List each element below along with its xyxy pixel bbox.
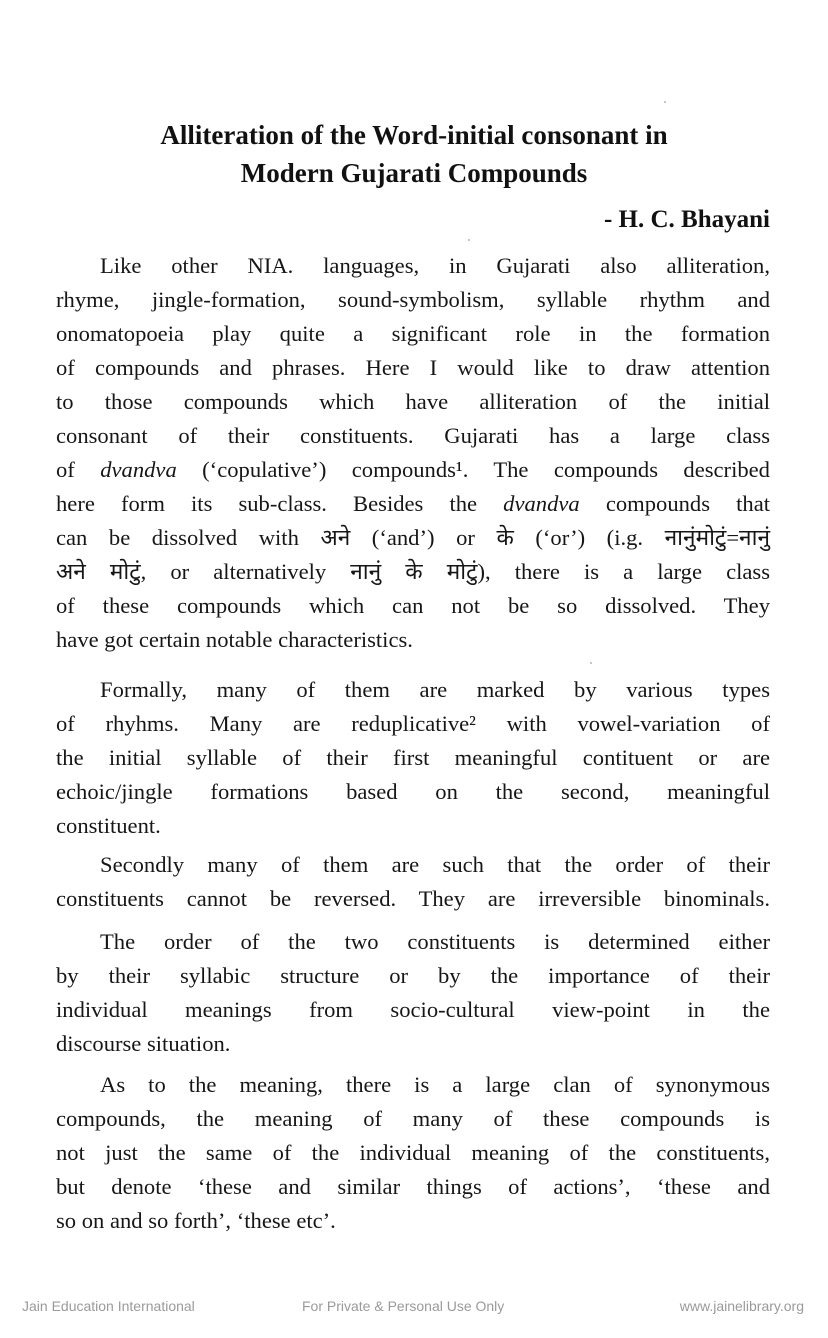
text-line: discourse situation.	[56, 1031, 231, 1056]
scan-speck	[590, 662, 592, 664]
text-line: so on and so forth’, ‘these etc’.	[56, 1208, 336, 1233]
paragraph-2	[56, 673, 770, 843]
paragraph-1	[56, 249, 770, 657]
italic-term: dvandva	[503, 491, 580, 516]
scan-speck	[468, 239, 470, 241]
paragraph-5	[56, 1068, 770, 1238]
author-byline: - H. C. Bhayani	[603, 206, 770, 233]
text-line: constituents cannot be reversed. They are irreversible binominals.	[56, 886, 770, 911]
text-line: As to the meaning, there is a large clan of synonymous	[100, 1072, 770, 1097]
italic-term: dvandva	[100, 457, 177, 482]
text-line: but denote ‘these and similar things of actions’, ‘these and	[56, 1174, 770, 1199]
text-line: constituent.	[56, 813, 161, 838]
scan-speck	[664, 101, 666, 103]
text-line: individual meanings from socio-cultural view-point in the	[56, 997, 770, 1022]
page-title-line-2: Modern Gujarati Compounds	[240, 158, 588, 188]
text-line: onomatopoeia play quite a significant role in the formation	[56, 321, 770, 346]
text-line: of compounds and phrases. Here I would like to draw attention	[56, 355, 770, 380]
footer-middle-text: For Private & Personal Use Only	[302, 1298, 505, 1314]
text-line: consonant of their constituents. Gujarati has a large class	[56, 423, 770, 448]
text-line: to those compounds which have alliteration of the initial	[56, 389, 770, 414]
text-line: अने मोटुं, or alternatively नानुं के मोटुं), there is a large class	[56, 559, 770, 584]
text-line: here form its sub-class. Besides the dvandva compounds that	[56, 491, 770, 516]
text-line: of rhyhms. Many are reduplicative² with vowel-variation of	[56, 711, 770, 736]
text-line: Secondly many of them are such that the order of their	[100, 852, 770, 877]
text-line: can be dissolved with अने (‘and’) or के (‘or’) (i.g. नानुंमोटुं=नानुं	[56, 525, 770, 550]
text-line: echoic/jingle formations based on the second, meaningful	[56, 779, 770, 804]
text-line: The order of the two constituents is determined either	[100, 929, 770, 954]
text-line: of these compounds which can not be so dissolved. They	[56, 593, 770, 618]
text-line: not just the same of the individual meaning of the constituents,	[56, 1140, 770, 1165]
text-line: by their syllabic structure or by the importance of their	[56, 963, 770, 988]
text-line: Formally, many of them are marked by various types	[100, 677, 770, 702]
footer-left-text: Jain Education International	[22, 1298, 195, 1314]
footer-right-link[interactable]: www.jainelibrary.org	[679, 1298, 804, 1314]
text-line: rhyme, jingle-formation, sound-symbolism, syllable rhythm and	[56, 287, 770, 312]
text-line: Like other NIA. languages, in Gujarati also alliteration,	[100, 253, 770, 278]
paragraph-4	[56, 925, 770, 1061]
paragraph-3	[56, 848, 770, 916]
text-line: of dvandva (‘copulative’) compounds¹. The compounds described	[56, 457, 770, 482]
text-line: the initial syllable of their first meaningful contituent or are	[56, 745, 770, 770]
text-line: compounds, the meaning of many of these compounds is	[56, 1106, 770, 1131]
text-line: have got certain notable characteristics.	[56, 627, 413, 652]
page-title-line-1: Alliteration of the Word-initial consonant in	[160, 120, 668, 150]
